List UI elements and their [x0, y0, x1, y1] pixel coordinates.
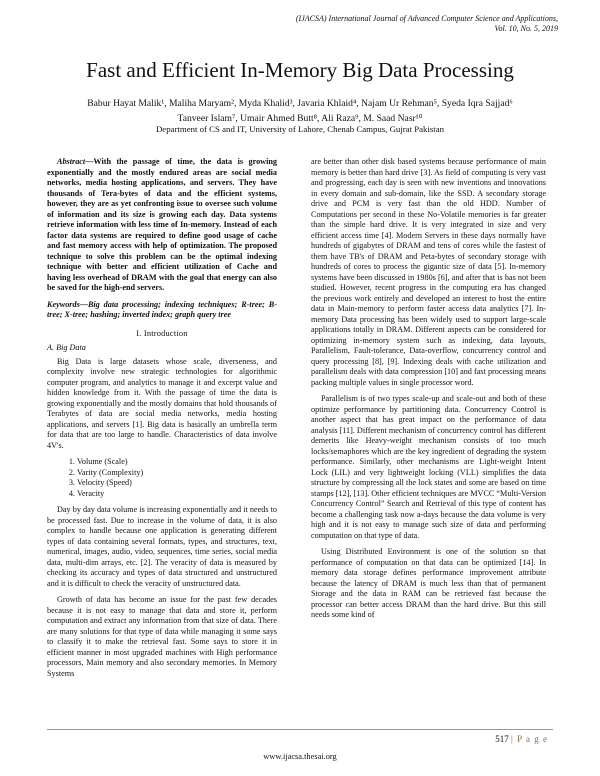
footer-divider [47, 729, 553, 730]
list-item: 3. Velocity (Speed) [77, 478, 277, 489]
right-column [311, 157, 546, 627]
journal-header [198, 14, 558, 34]
abstract-text: With the passage of time, the data is growing exponentially and the mostly endured areas are social media networks, media hosting applications, and servers. They have thousands of Tera-bytes of data and the efficient systems, however, they are as yet confronting issue to oversee such volume of information and its size is growing each day. Data systems retrieve information with less time of In-memory. Instead of each factor data systems are required to define good usage of cache and fast memory access with help of optimization. The proposed technique to solve this problem can be the optimal indexing technique with better and efficient utilization of Cache and having less overhead of DRAM with the goal that energy can also be saved for the high-end servers. [47, 157, 277, 292]
right-paragraph-3: Using Distributed Environment is one of the solution so that performance of computation on that data can be optimized [14]. In memory data storage defines performance improvement attribute because the latency of DRAM is much less than that of permanent Storage and the data in RAM can be retrieved fast because the processor can better access DRAM than the hard drive. But this still needs some kind of [311, 547, 546, 619]
list-item: 4. Veracity [77, 489, 277, 500]
intro-paragraph-1: Big Data is large datasets whose scale, diverseness, and complexity involve new strategic technologies for algorithmic computer program, and analytics to manage it and excerpt value and hidden knowledge from it. With the passage of time the data is growing exponentially and the mostly domains that hold thousands of Terabytes of data are social media networks, media hosting applications, and servers [1]. Big data is basically an umbrella term for data that are too large to handle. Characteristics of data involve 4V's. [47, 356, 277, 450]
keywords-label: Keywords— [47, 299, 88, 309]
subsection-heading: A. Big Data [47, 343, 86, 352]
characteristics-list [47, 457, 277, 499]
footer-url[interactable]: www.ijacsa.thesai.org [263, 752, 337, 761]
left-column [47, 157, 277, 685]
author-line-1: Babur Hayat Malik¹, Maliha Maryam², Myda Khalid³, Javaria Khlaid⁴, Najam Ur Rehman⁵, Syeda Iqra Sajjad⁶ [87, 98, 513, 109]
list-item: 1. Volume (Scale) [77, 457, 277, 468]
journal-header-line2: Vol. 10, No. 5, 2019 [494, 24, 558, 33]
right-paragraph-2: Parallelism is of two types scale-up and scale-out and both of these optimize performance by partitioning data. Concurrency Control is another aspect that has great impact on the performance of data analysis [11]. Different mechanism of concurrency control has different demerits like Heavy-weight mechanism consists of too much locks/semaphores which are the key ingredient of degrading the system performance. Similarly, other mechanisms are Light-weight Intent Lock (LIL) and very lightweight locking (VLL) simplifies the data structure by compressing all the lock states and some are based on time stamps [12], [13]. Other efficient techniques are MVCC “Multi-Version Concurrency Control” Search and Retrieval of this type of content has become a challenging task now a-days because the data volume is very high and it is not easy to manage such size of data and performing computation on that type of data. [311, 394, 546, 540]
intro-paragraph-3: Growth of data has become an issue for the past few decades because it is not easy to manage that data and store it, perform computation and extract any information from that size of data. There are many solutions for that type of data while managing it some says to classify it to make the retrieval fast. Some says to store it in efficient manner in most upgraded machines with High performance processors, Main memory and also secondary memories. In Memory Systems [47, 595, 277, 678]
abstract-label: Abstract— [57, 157, 94, 166]
keywords-text: Big data processing; indexing techniques; R-tree; B-tree; X-tree; hashing; inverted index; graph query tree [47, 299, 277, 319]
affiliation: Department of CS and IT, University of Lahore, Chenab Campus, Gujrat Pakistan [155, 124, 445, 134]
intro-paragraph-2: Day by day data volume is increasing exponentially and it needs to be processed fast. Due to increase in the volume of data, it is also complex to handle because one application is generating different types of data containing several formats, types, and structures, text, numerical, images, audio, video, sequences, time series, social media data, multi-dim arrays, etc. [2]. The veracity of data is measured by checking its accuracy and types of data structured and unstructured and it is difficult to check the veracity of unstructured data. [47, 505, 277, 588]
abstract [47, 157, 277, 294]
author-list [60, 96, 540, 126]
journal-header-line1: (IJACSA) International Journal of Advanced Computer Science and Applications, [295, 14, 558, 23]
keywords [47, 300, 277, 321]
list-item: 2. Varity (Complexity) [77, 468, 277, 479]
right-paragraph-1: are better than other disk based systems because performance of main memory is better than hard drive [3]. As field of computing is very vast and progressing, each day is seen with new inventions and innovations in every domain and sub-domain, like the SSD. A secondary storage drive and PCM is very fast than the old HDD. Number of Computations per second in these No-Volatile memories is far greater than the simple hard drive. It is very integrated in size and very efficient access time [4]. Modern Servers in these days normally have hundreds of gigabytes of DRAM and tens of cores while the fastest of them have TB's of DRAM and Peta-bytes of secondary storage with hundreds of cores to process the gigantic size of data [5]. In-memory systems have been discussed in 1980s [6], and after that is has not been studied. However, recent progress in the computing era has changed the previous work entirely and developed an interest to host the entire data in Main-memory to perform faster access data analytics [7]. In-memory Data processing has been widely used to support large-scale applications totally in DRAM. Different aspects can be considered for optimizing in-memory system such as indexing, data layouts, Parallelism, Fault-tolerance, Data-overflow, concurrency control and query processing [8], [9]. Indexing deals with cache utilization and parallelism deals with data compression [10] and fast processing means packing multiple values in single processor word. [311, 157, 546, 387]
page-number-value: 517 [495, 734, 509, 744]
page-label: | P a g e [511, 734, 548, 744]
author-line-2: Tanveer Islam⁷, Umair Ahmed Butt⁸, Ali Raza⁹, M. Saad Nasr¹⁰ [177, 113, 423, 124]
paper-title: Fast and Efficient In-Memory Big Data Processing [86, 58, 514, 82]
page-number [495, 734, 548, 744]
section-heading: I. Introduction [136, 328, 188, 338]
